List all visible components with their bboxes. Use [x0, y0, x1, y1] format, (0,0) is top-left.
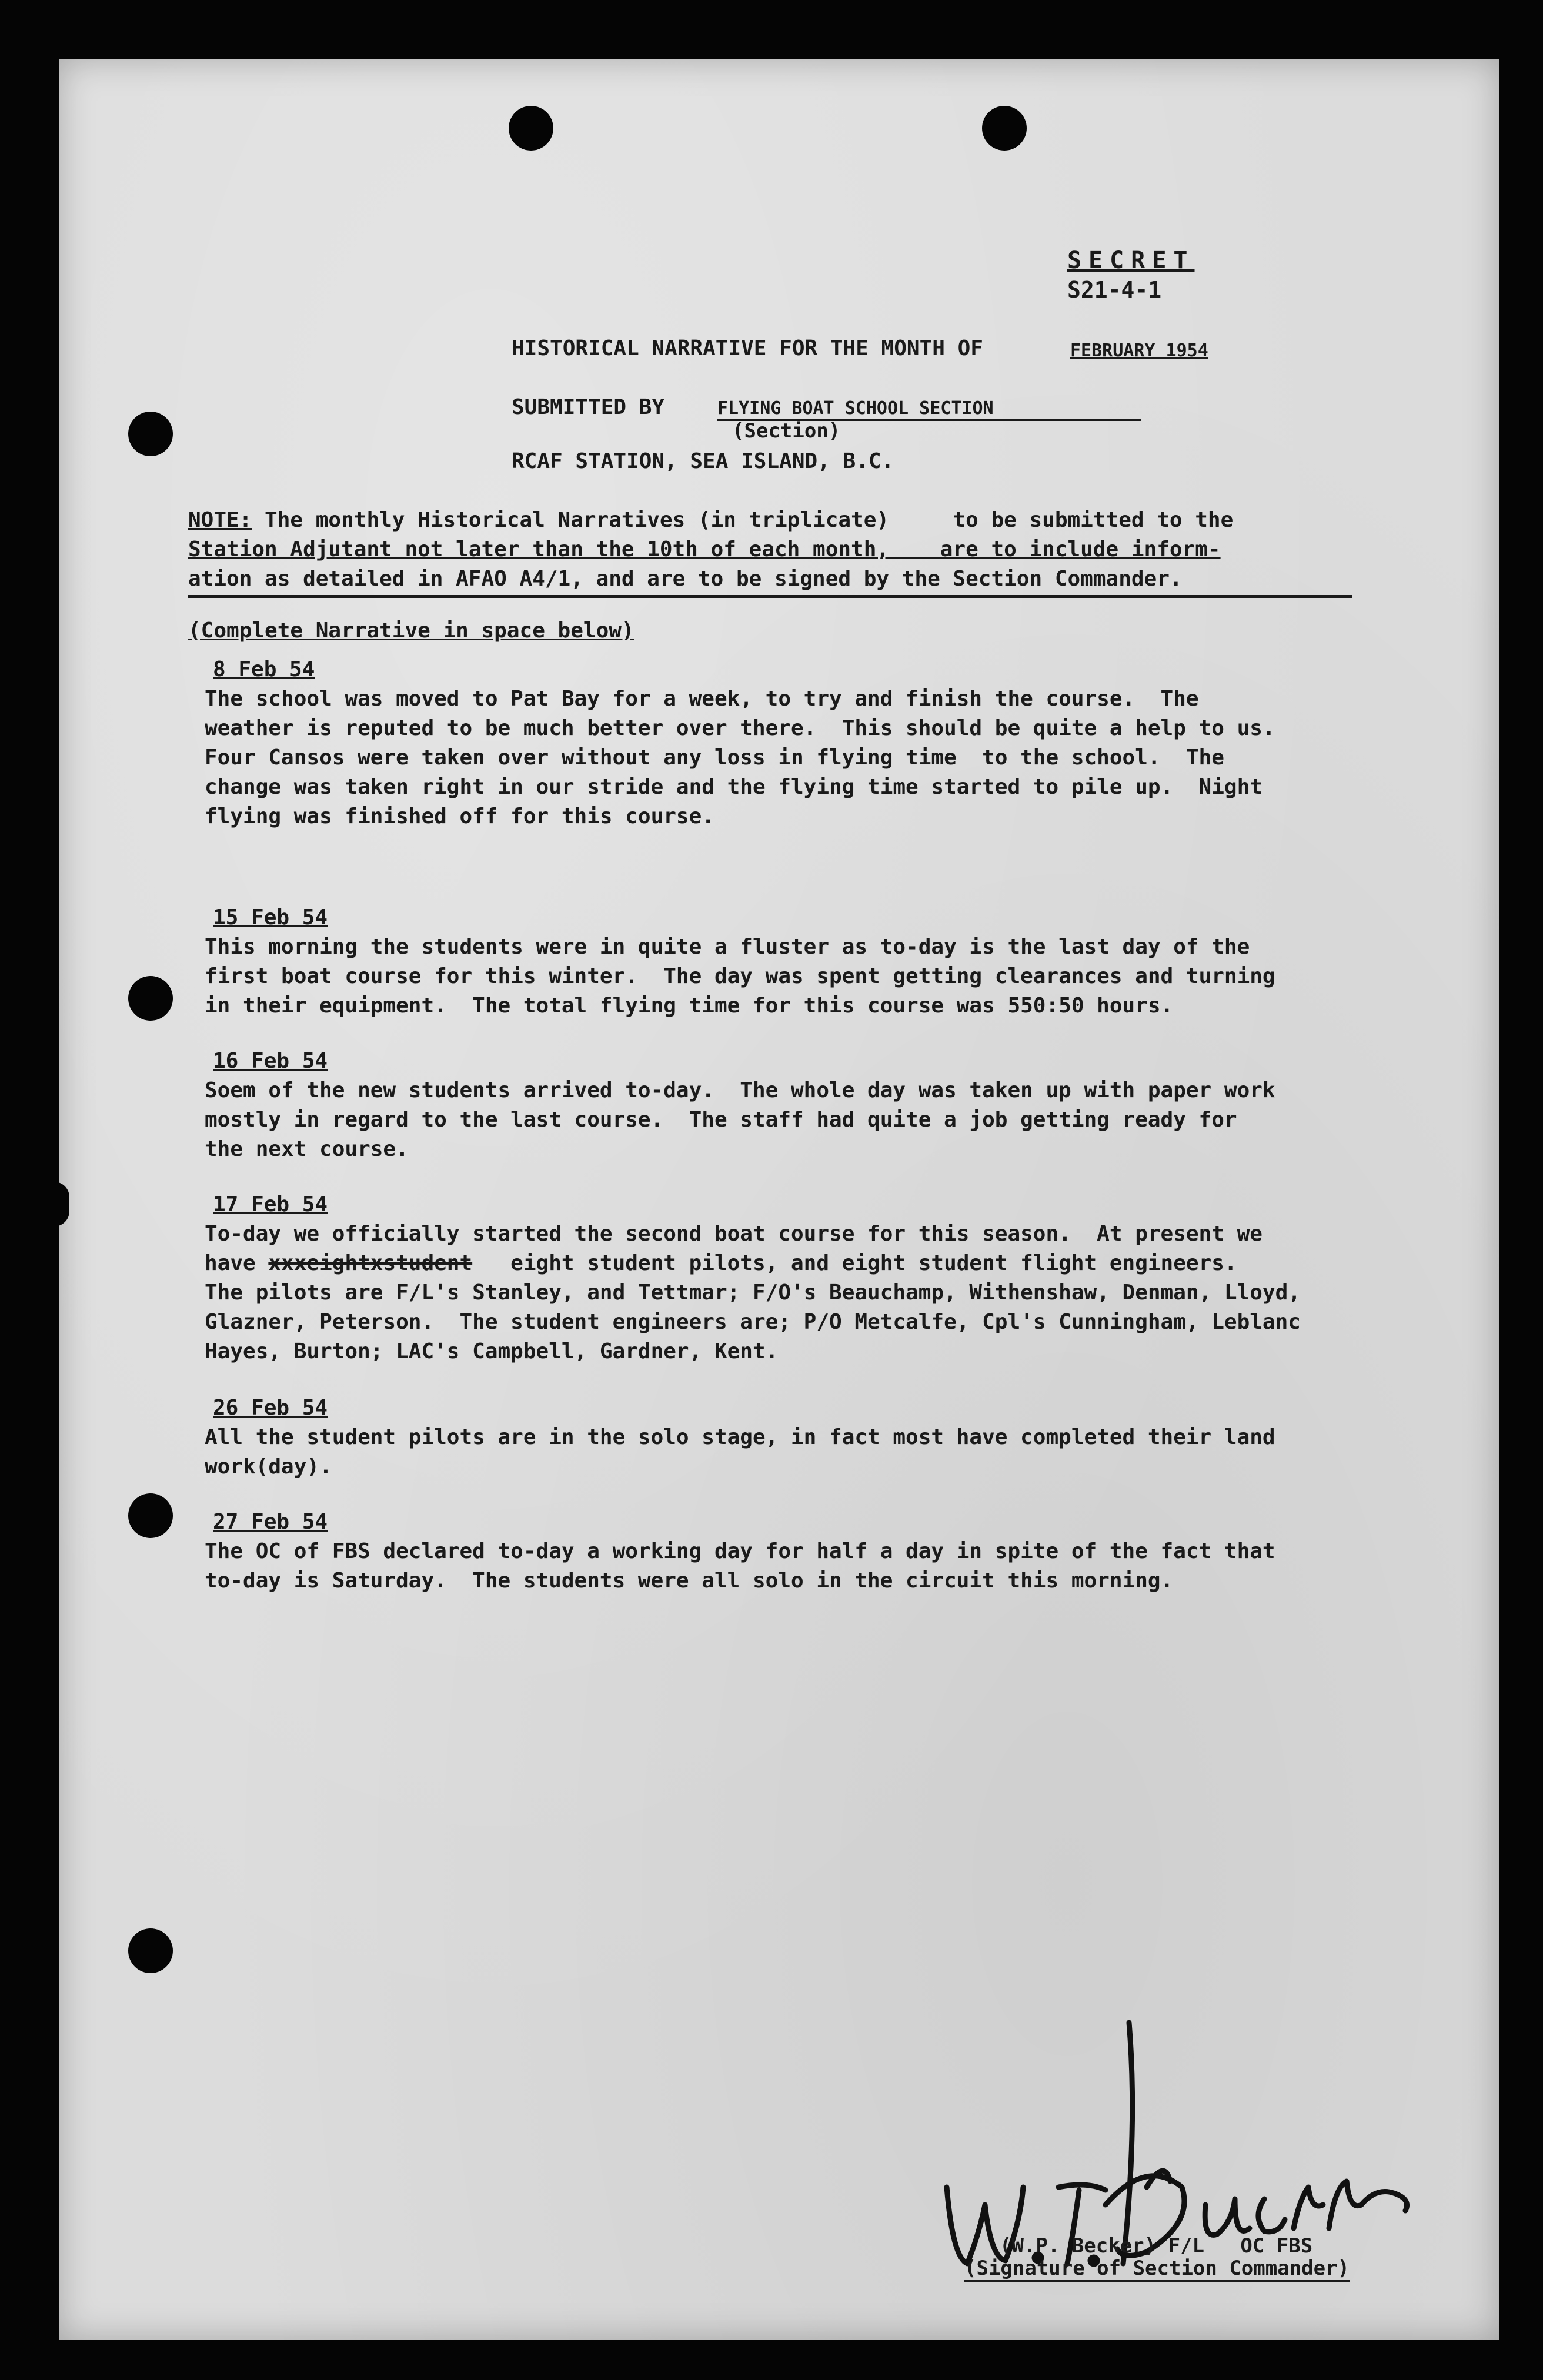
- entry-date: 8 Feb 54: [213, 657, 315, 681]
- entry-line: To-day we officially started the second boat course for this season. At present we: [205, 1222, 1263, 1246]
- note-line-3: ation as detailed in AFAO A4/1, and are to be signed by the Section Commander.: [188, 567, 1183, 591]
- section-divider: [188, 595, 1352, 598]
- classification-mark: SECRET: [1067, 247, 1195, 274]
- entry-16-feb: [205, 1047, 1275, 1164]
- entry-line: work(day).: [205, 1455, 332, 1479]
- punch-hole-left-4: [128, 1928, 173, 1973]
- entry-line: Soem of the new students arrived to-day. The whole day was taken up with paper work: [205, 1078, 1275, 1102]
- entry-date: 17 Feb 54: [213, 1192, 328, 1216]
- entry-line: Hayes, Burton; LAC's Campbell, Gardner, Kent.: [205, 1339, 779, 1363]
- entry-date: 27 Feb 54: [213, 1510, 328, 1534]
- entry-line: Four Cansos were taken over without any loss in flying time to the school. The: [205, 746, 1224, 770]
- edge-notch: [54, 1182, 69, 1226]
- entry-line: change was taken right in our stride and the flying time started to pile up. Night: [205, 775, 1263, 799]
- entry-line-struck: [205, 1249, 1301, 1278]
- section-caption: (Section): [732, 419, 841, 443]
- signature-caption: (Signature of Section Commander): [964, 2257, 1350, 2282]
- punch-hole-left-1: [128, 412, 173, 456]
- entry-line: the next course.: [205, 1137, 409, 1161]
- document-page: [59, 59, 1499, 2340]
- struck-prefix: have: [205, 1251, 269, 1275]
- instructions-note: [188, 506, 1233, 594]
- entry-line: weather is reputed to be much better over there. This should be quite a help to us.: [205, 716, 1275, 740]
- entry-line: first boat course for this winter. The day was spent getting clearances and turning: [205, 964, 1275, 988]
- narrative-title: HISTORICAL NARRATIVE FOR THE MONTH OF: [512, 336, 983, 360]
- note-line-1: The monthly Historical Narratives (in triplicate) to be submitted to the: [252, 508, 1234, 532]
- file-reference: S21-4-1: [1067, 277, 1162, 303]
- punch-hole-top-right: [982, 106, 1027, 151]
- submitted-by-section: FLYING BOAT SCHOOL SECTION: [717, 398, 994, 419]
- note-label: NOTE:: [188, 508, 252, 532]
- signatory-name: (W.P. Becker) F/L OC FBS: [1000, 2234, 1313, 2258]
- entry-27-feb: [205, 1507, 1275, 1596]
- signature-block: [911, 2011, 1441, 2281]
- narrative-month: FEBRUARY 1954: [1070, 340, 1208, 361]
- entry-line: All the student pilots are in the solo stage, in fact most have completed their land: [205, 1425, 1275, 1449]
- entry-line: flying was finished off for this course.: [205, 804, 714, 828]
- struck-out-text: xxxeightxstudent: [268, 1251, 473, 1275]
- entry-17-feb: [205, 1190, 1301, 1366]
- punch-hole-top-left: [509, 106, 553, 151]
- entry-line: The school was moved to Pat Bay for a week, to try and finish the course. The: [205, 687, 1199, 711]
- entry-line: to-day is Saturday. The students were all solo in the circuit this morning.: [205, 1569, 1174, 1593]
- punch-hole-left-2: [128, 976, 173, 1021]
- narrative-heading: (Complete Narrative in space below): [188, 619, 634, 643]
- struck-suffix: eight student pilots, and eight student flight engineers.: [472, 1251, 1237, 1275]
- entry-line: in their equipment. The total flying time for this course was 550:50 hours.: [205, 994, 1174, 1018]
- punch-hole-left-3: [128, 1493, 173, 1538]
- entry-date: 15 Feb 54: [213, 905, 328, 930]
- entry-15-feb: [205, 903, 1275, 1021]
- entry-line: Glazner, Peterson. The student engineers are; P/O Metcalfe, Cpl's Cunningham, Leblanc: [205, 1310, 1301, 1334]
- note-line-2: Station Adjutant not later than the 10th of each month, are to include inform-: [188, 537, 1221, 561]
- entry-line: This morning the students were in quite a fluster as to-day is the last day of the: [205, 935, 1250, 959]
- station-name: RCAF STATION, SEA ISLAND, B.C.: [512, 449, 894, 473]
- entry-date: 26 Feb 54: [213, 1396, 328, 1420]
- entry-line: The OC of FBS declared to-day a working day for half a day in spite of the fact that: [205, 1539, 1275, 1563]
- submitted-by-label: SUBMITTED BY: [512, 395, 665, 419]
- entry-line: mostly in regard to the last course. The staff had quite a job getting ready for: [205, 1108, 1237, 1132]
- entry-line: The pilots are F/L's Stanley, and Tettmar; F/O's Beauchamp, Withenshaw, Denman, Lloyd,: [205, 1281, 1301, 1305]
- entry-8-feb: [205, 655, 1275, 831]
- entry-date: 16 Feb 54: [213, 1049, 328, 1073]
- entry-26-feb: [205, 1393, 1275, 1482]
